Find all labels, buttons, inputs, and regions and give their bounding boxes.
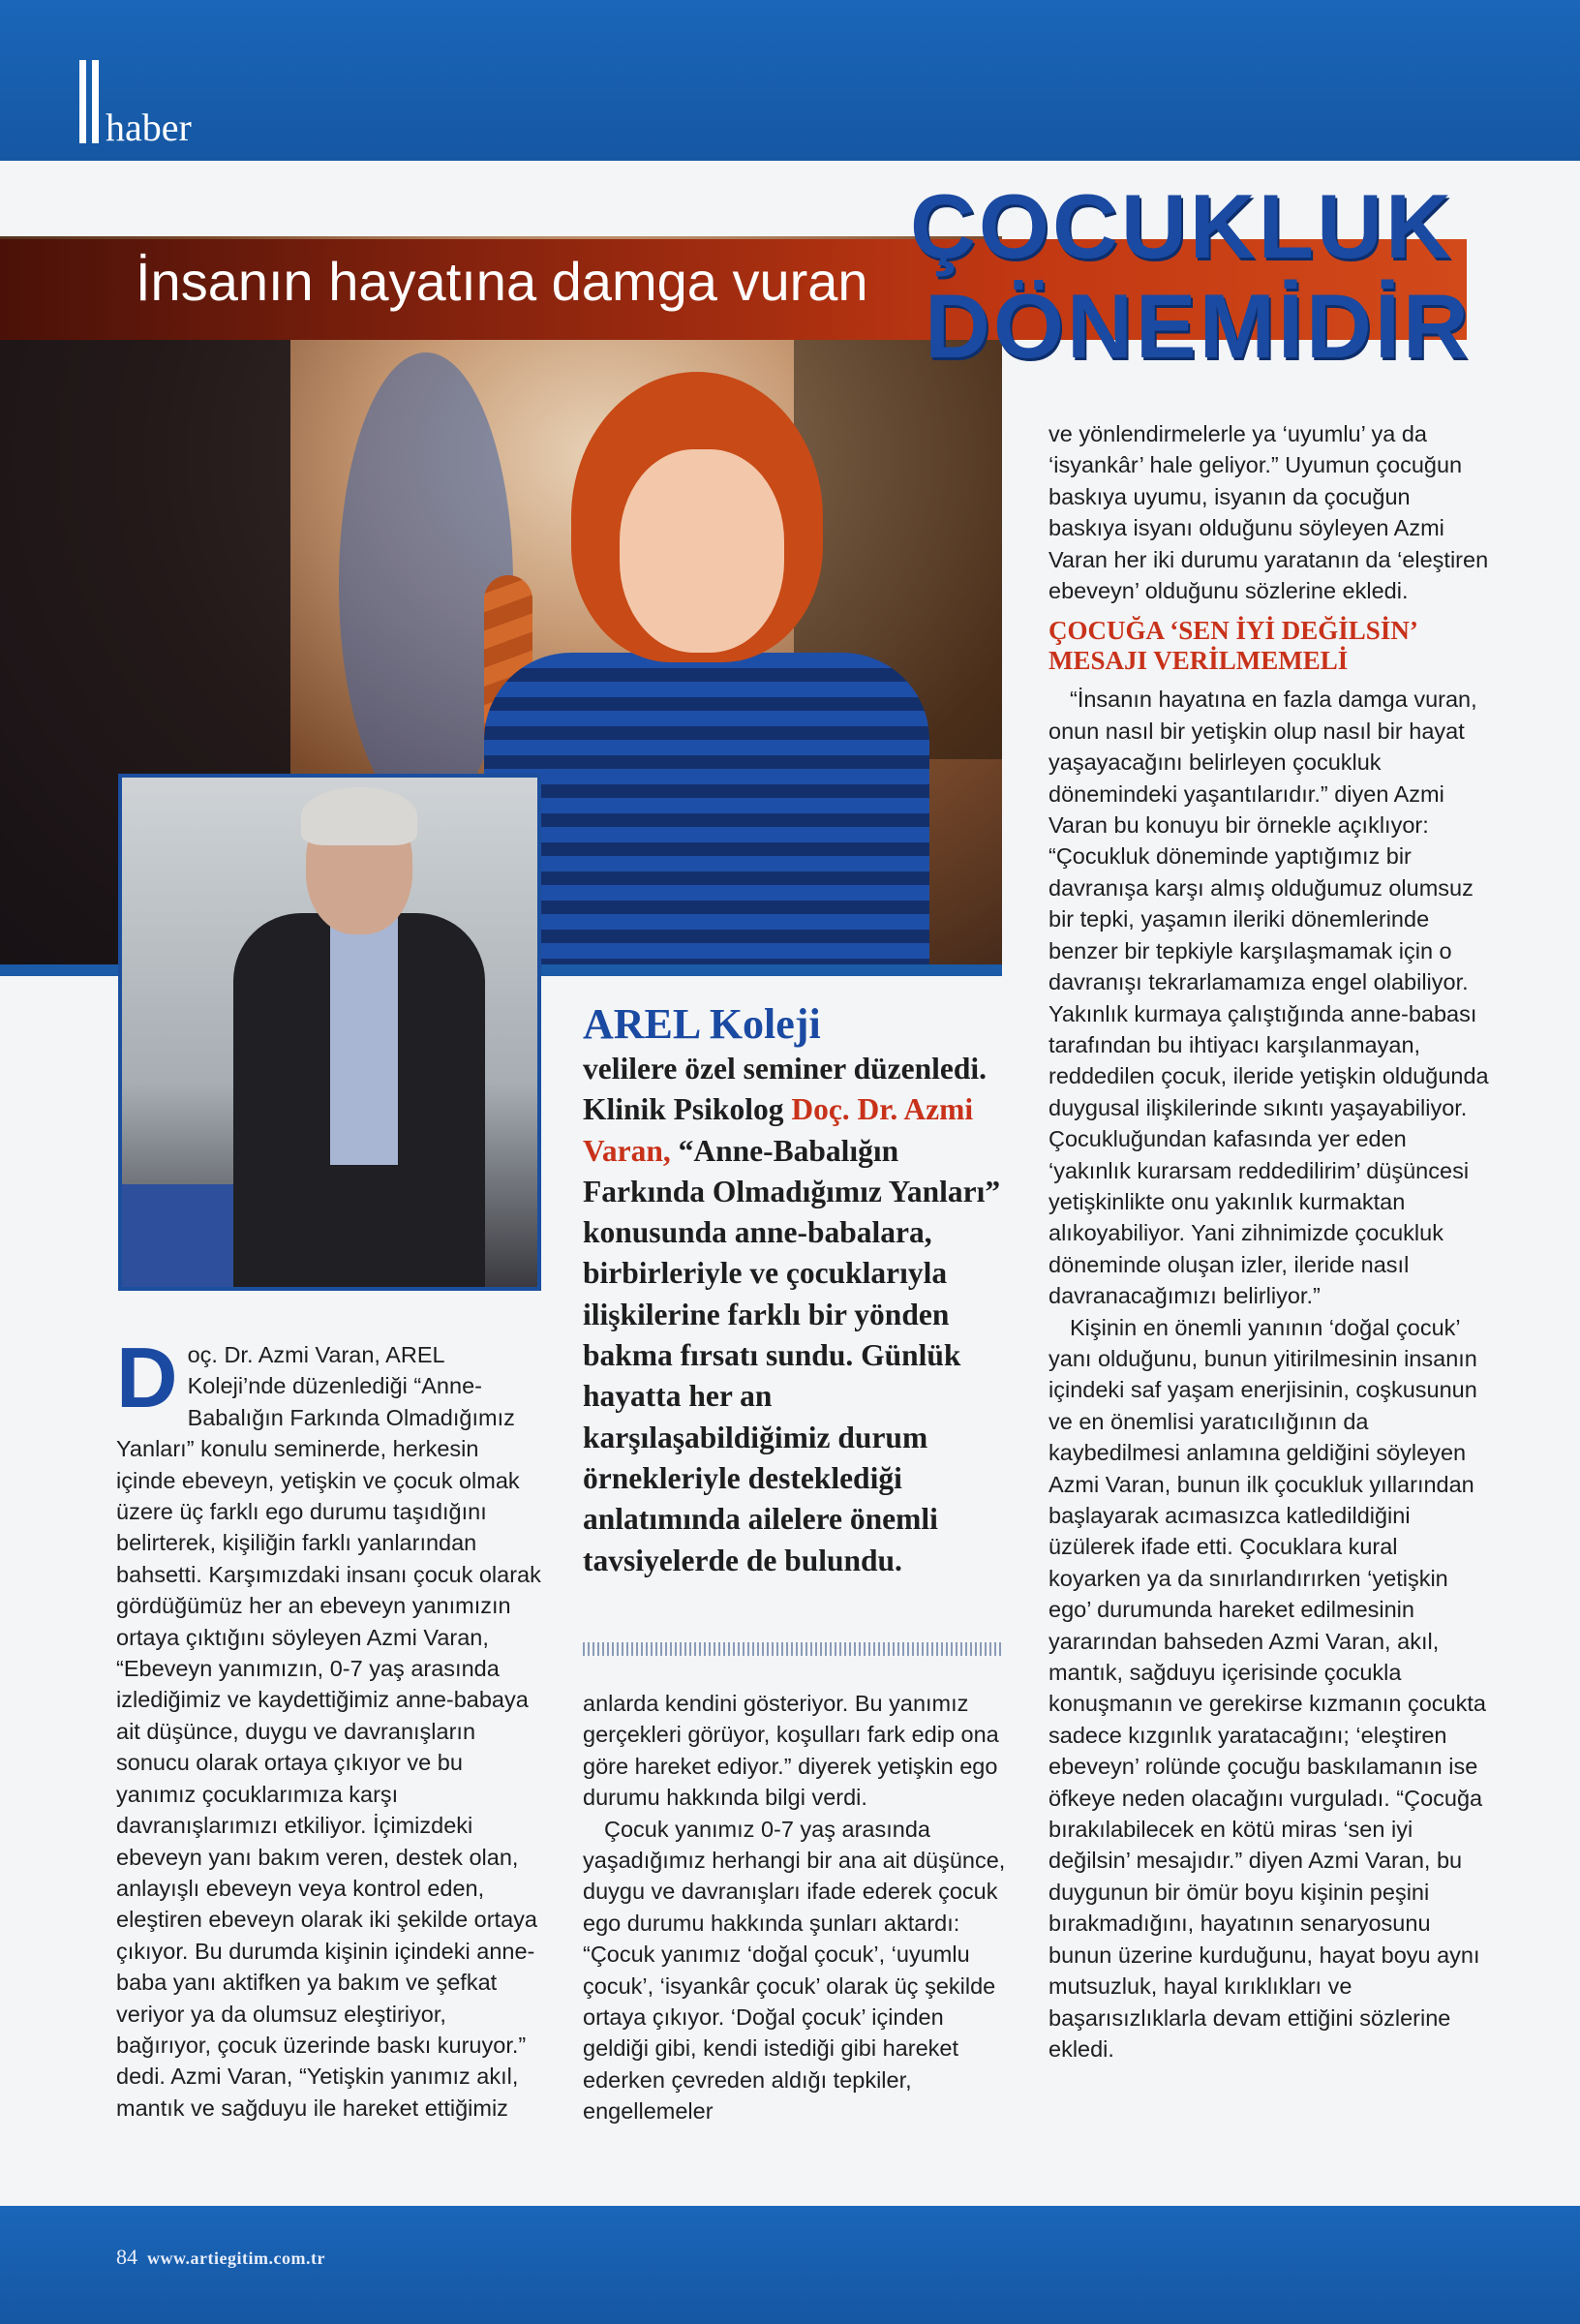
subheading: ÇOCUĞA ‘SEN İYİ DEĞİLSİN’ MESAJI VERİLMEMELİ	[1048, 616, 1416, 676]
page-number: 84	[116, 2245, 137, 2269]
lede-title: AREL Koleji	[583, 1000, 821, 1048]
speaker-photo	[118, 774, 541, 1291]
headline-kicker: İnsanın hayatına damga vuran	[136, 251, 868, 312]
section-label: haber	[106, 106, 192, 149]
paragraph: “İnsanın hayatına en fazla damga vuran, onun nasıl bir yetişkin olup nasıl bir hayat yaşayacağını belirleyen çocukluk dönemindeki yaşantılarıdır.” diyen Azmi Varan bu konuyu bir örnekle açıklıyor: “Çocukluk döneminde yaptığımız bir davranışa karşı almış olduğumuz olumsuz bir tepki, yaşamın ileriki dönemlerinde benzer bir tepkiyle karşılaşmamak için o davranışı tekrarlamamıza engel olabiliyor. Yakınlık kurmaya çalıştığında anne-babası tarafından bu ihtiyacı karşılanmayan, reddedilen çocuk, ileride yetişkin olduğunda duygusal ilişkilerinde sıkıntı yaşayabiliyor. Çocukluğundan kafasında yer eden ‘yakınlık kurarsam reddedilirim’ düşüncesi yetişkinlikte onu yakınlık kurmaktan alıkoyabiliyor. Yani zihnimizde çocukluk döneminde oluşan izler, ileride nasıl davranacağımızı belirliyor.”	[1048, 687, 1489, 1309]
headline-line-1: ÇOCUKLUK	[910, 175, 1454, 277]
lede-text-2: “Anne-Babalığın Farkında Olmadığımız Yanları” konusunda anne-babalara, birbirleriyle ve çocuklarıyla ilişkilerine farklı bir yönden bakma fırsatı sundu. Günlük hayatta her an karşılaşabildiğimiz durum örnekleriyle desteklediği anlatımında ailelere önemli tavsiyelerde de bulundu.	[583, 1133, 1001, 1577]
paragraph: Çocuk yanımız 0-7 yaş arasında yaşadığımız herhangi bir ana ait düşünce, duygu ve davranışları ifade ederek çocuk ego durumu hakkında şunları aktardı: “Çocuk yanımız ‘doğal çocuk’, ‘uyumlu çocuk’, ‘isyankâr çocuk’ olarak üç şekilde ortaya çıkıyor. ‘Doğal çocuk’ içinden geldiği gibi, kendi istediği gibi hareket ederken çevreden aldığı tepkiler, engellemeler	[583, 1816, 1006, 2125]
header-bar	[0, 0, 1580, 161]
paragraph: oç. Dr. Azmi Varan, AREL Koleji’nde düzenlediği “Anne-Babalığın Farkında Olmadığımız Yanları” konulu seminerde, herkesin içinde ebeveyn, yetişkin ve çocuk olmak üzere üç farklı ego durumu taşıdığını belirterek, kişiliğin farklı yanlarından bahsetti. Karşımızdaki insanı çocuk olarak gördüğümüz her an ebeveyn yanımızın ortaya çıktığını söyleyen Azmi Varan, “Ebeveyn yanımızın, 0-7 yaş arasında izlediğimiz ve kaydettiğimiz anne-babaya ait düşünce, duygu ve davranışların sonucu olarak ortaya çıkıyor ve bu yanımız çocuklarımıza karşı davranışlarımızı etkiliyor. İçimizdeki ebeveyn yanı bakım veren, destek olan, anlayışlı ebeveyn veya kontrol eden, eleştiren ebeveyn olarak iki şekilde ortaya çıkıyor. Bu durumda kişinin içindeki anne-baba yanı aktifken ya bakım ve şefkat veriyor ya da olumsuz eleştiriyor, bağırıyor, çocuk üzerinde baskı kuruyor.” dedi. Azmi Varan, “Yetişkin yanımız akıl, mantık ve sağduyu ile hareket ettiğimiz	[116, 1342, 541, 2121]
paragraph: anlarda kendini gösteriyor. Bu yanımız gerçekleri görüyor, koşulları fark edip ona göre hareket ediyor.” diyerek yetişkin ego durumu hakkında bilgi verdi.	[583, 1691, 999, 1811]
paragraph: ve yönlendirmelerle ya ‘uyumlu’ ya da ‘isyankâr’ hale geliyor.” Uyumun çocuğun baskıya uyumu, isyanın da çocuğun baskıya isyanı olduğunu söyleyen Azmi Varan her iki durumu yaratanın da ‘eleştiren ebeveyn’ olduğunu sözlerine ekledi.	[1048, 421, 1489, 604]
article-column-left	[116, 1330, 542, 2124]
lede	[583, 1000, 1009, 1581]
dropcap: D	[116, 1330, 178, 1425]
footer	[116, 2245, 325, 2270]
article-column-right	[1048, 418, 1489, 2064]
headline-line-2: DÖNEMİDİR	[925, 275, 1472, 377]
divider-dotted	[583, 1642, 1001, 1656]
lede-speaker: Doç. Dr. Azmi Varan,	[583, 1092, 974, 1168]
lede-text-1: velilere özel seminer düzenledi. Klinik Psikolog	[583, 1052, 987, 1127]
footer-url: www.artiegitim.com.tr	[147, 2248, 325, 2268]
paragraph: Kişinin en önemli yanının ‘doğal çocuk’ yanı olduğunu, bunun yitirilmesinin insanın içindeki saf yaşam enerjisinin, coşkusunun ve en önemlisi yaratıcılığının da kaybedilmesi anlamına geldiğini söyleyen Azmi Varan, bunun ilk çocukluk yıllarından başlayarak acımasızca katledildiğini üzülerek ifade etti. Çocuklara kural koyarken ya da sınırlandırırken ‘yetişkin ego’ durumunda hareket edilmesinin yararından bahseden Azmi Varan, akıl, mantık, sağduyu içerisinde çocukla konuşmanın ve gerekirse kızmanın çocukta sadece kızgınlık yaratacağını; ‘eleştiren ebeveyn’ rolünde çocuğu baskılamanın ise öfkeye neden olacağını vurguladı. “Çocuğa bırakılabilecek en kötü miras ‘sen iyi değilsin’ mesajıdır.” diyen Azmi Varan, bu duygunun bir ömür boyu kişinin peşini bırakmadığını, hayatının senaryosunu bunun üzerine kurduğunu, hayat boyu aynı mutsuzluk, hayal kırıklıkları ve başarısızlıklarla devam ettiğini sözlerine ekledi.	[1048, 1314, 1486, 2062]
article-column-middle	[583, 1688, 1009, 2127]
